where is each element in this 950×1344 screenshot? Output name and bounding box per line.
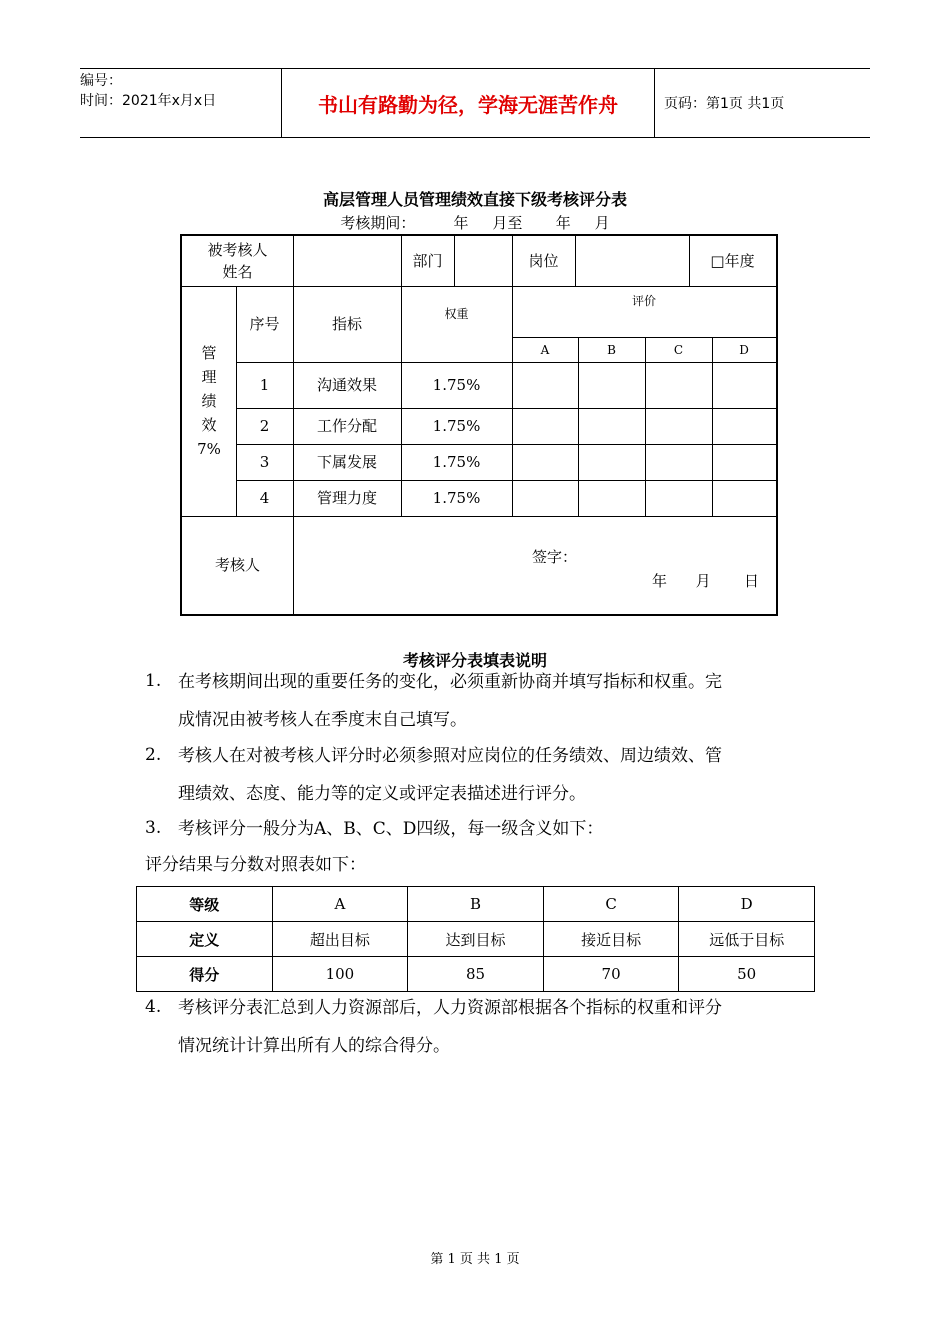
row-seq: 3 [259, 453, 270, 471]
assessment-period: 考核期间： 年 月至 年 月 [340, 214, 610, 232]
department-field[interactable] [454, 236, 512, 286]
examinee-name-field[interactable] [293, 236, 401, 286]
table-cell: 达到目标 [408, 922, 544, 957]
table-row [137, 887, 815, 922]
note-item: 考核评分表汇总到人力资源部后，人力资源部根据各个指标的权重和评分 情况统计计算出所有人的综合得分。 [178, 998, 722, 1056]
note-item: 在考核期间出现的重要任务的变化，必须重新协商并填写指标和权重。完 成情况由被考核人在季度末自己填写。 [178, 672, 722, 730]
weight-header: 权重 [444, 306, 469, 321]
table-cell: C [543, 887, 679, 922]
table-row [137, 957, 815, 992]
row-seq: 4 [259, 489, 270, 507]
row-indicator: 工作分配 [316, 417, 377, 435]
header-page-code: 页码：第1页 共1页 [664, 96, 785, 112]
note-item: 考核人在对被考核人评分时必须参照对应岗位的任务绩效、周边绩效、管 理绩效、态度、能力等的定义或评定表描述进行评分。 [178, 746, 722, 804]
table-row [137, 922, 815, 957]
note-number: 1. [145, 671, 162, 691]
table-cell: 接近目标 [543, 922, 679, 957]
row-weight: 1.75% [432, 376, 481, 394]
post-label: 岗位 [528, 252, 559, 270]
post-field[interactable] [575, 236, 689, 286]
score-intro: 评分结果与分数对照表如下： [145, 855, 366, 875]
table-cell: 得分 [137, 957, 273, 992]
note-number: 3. [145, 818, 162, 838]
grade-a-header: A [540, 342, 550, 357]
document-time: 时间：2021年x月x日 [80, 93, 217, 109]
row-weight: 1.75% [432, 417, 481, 435]
seq-header: 序号 [249, 315, 280, 333]
management-performance-label: 管 理 绩 效 7% [197, 344, 221, 458]
header-left [80, 69, 281, 137]
assessor-label: 考核人 [214, 556, 260, 574]
table-cell: B [408, 887, 544, 922]
grade-c-header: C [673, 342, 684, 357]
signature-date: 年 月 日 [652, 572, 759, 590]
annual-checkbox[interactable]: □年度 [710, 252, 755, 270]
header-slogan: 书山有路勤为径，学海无涯苦作舟 [281, 69, 655, 137]
table-cell: 50 [679, 957, 815, 992]
table-cell: A [272, 887, 408, 922]
assessment-form-table [180, 234, 778, 616]
grade-b-header: B [607, 342, 616, 357]
department-label: 部门 [412, 252, 443, 270]
examinee-name-label: 被考核人 姓名 [207, 241, 268, 281]
table-cell: 远低于目标 [679, 922, 815, 957]
score-mapping-table [136, 886, 815, 992]
table-cell: 超出目标 [272, 922, 408, 957]
document-number: 编号： [80, 73, 122, 89]
table-cell: 100 [272, 957, 408, 992]
signature-label: 签字： [532, 548, 578, 566]
row-seq: 1 [259, 376, 270, 394]
table-cell: 85 [408, 957, 544, 992]
note-item: 考核评分一般分为A、B、C、D四级，每一级含义如下： [178, 819, 604, 839]
evaluation-header: 评价 [631, 294, 656, 308]
grade-d-header: D [739, 342, 749, 357]
row-seq: 2 [259, 417, 270, 435]
row-weight: 1.75% [432, 489, 481, 507]
note-number: 4. [145, 997, 162, 1017]
row-weight: 1.75% [432, 453, 481, 471]
table-cell: 定义 [137, 922, 273, 957]
indicator-header: 指标 [331, 315, 362, 333]
note-number: 2. [145, 745, 162, 765]
table-cell: 等级 [137, 887, 273, 922]
table-cell: 70 [543, 957, 679, 992]
row-indicator: 沟通效果 [316, 376, 377, 394]
row-indicator: 下属发展 [316, 453, 377, 471]
table-cell: D [679, 887, 815, 922]
form-title: 高层管理人员管理绩效直接下级考核评分表 [322, 190, 627, 209]
page-header [80, 68, 870, 138]
row-indicator: 管理力度 [316, 489, 377, 507]
notes-title: 考核评分表填表说明 [402, 651, 547, 670]
page-footer: 第 1 页 共 1 页 [430, 1252, 520, 1267]
